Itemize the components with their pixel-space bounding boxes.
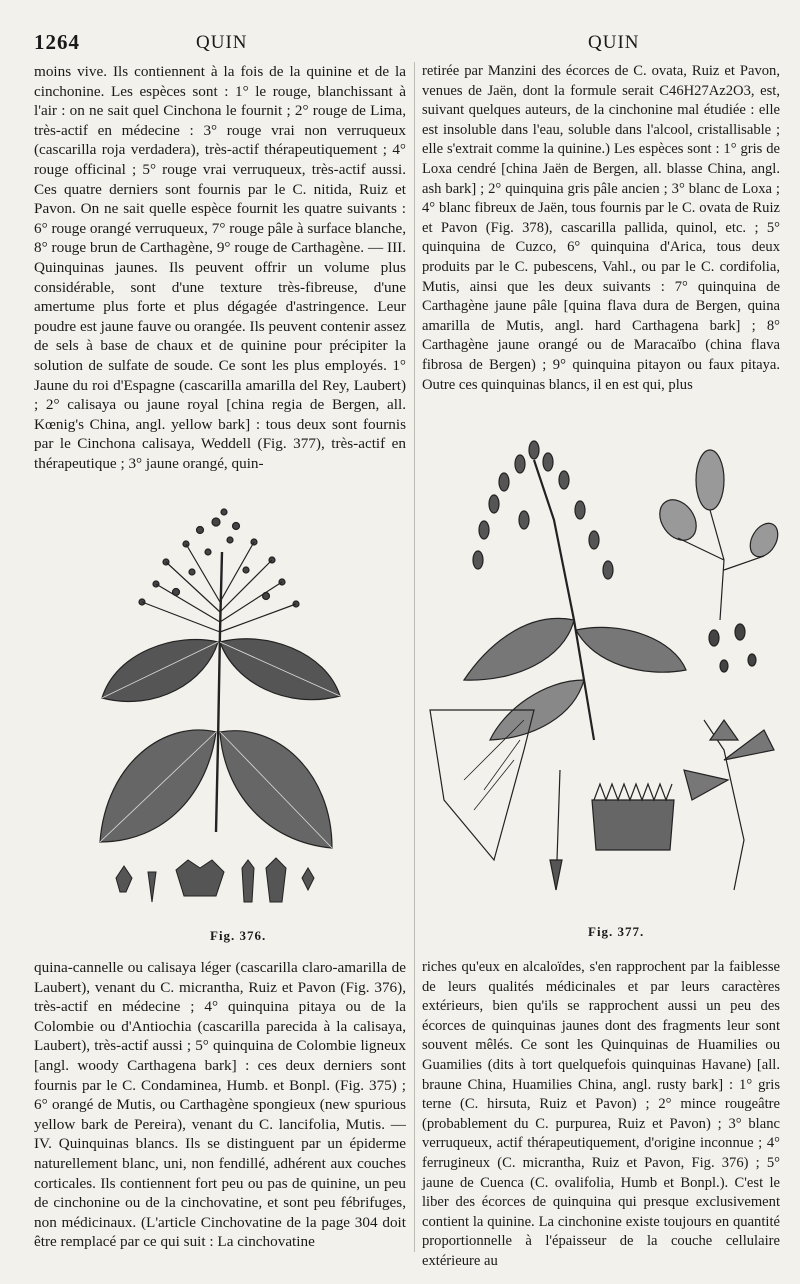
figure-377-caption: Fig. 377. bbox=[588, 924, 645, 939]
figure-376-caption: Fig. 376. bbox=[210, 928, 267, 943]
left-column-top-text bbox=[34, 62, 406, 492]
paragraph: quina-cannelle ou calisaya léger (cascarilla claro-amarilla de Laubert), venant du C. micrantha, Ruiz et Pavon (Fig. 376), très-actif en médecine ; 4° quinquina pitaya ou de la Colombie ou d'Antiochia (cascarilla parecida à la calisaya, Laubert), très-actif aussi ; 5° quinquina de Colombie ligneux [angl. woody Carthagena bark] : ces deux derniers sont fournis par le C. Condaminea, Humb. et Bonpl. (Fig. 375) ; 6° orangé de Mutis, ou Carthagène spongieux (new spurious yellow bark de Pereira), venant du C. lancifolia, Mutis. — IV. Quinquinas blancs. Ils se distinguent par un épiderme naturellement blanc, uni, non fendillé, adhérent aux couches corticales. Ils contiennent fort peu ou pas de quinine, un peu de cinchonine ou de la cinchovatine, et sont peu fébrifuges, non médicinaux. (L'article Cinchovatine de la page 304 doit être remplacé par ce qui suit : La cinchovatine bbox=[34, 959, 406, 1251]
figure-376-illustration bbox=[96, 492, 346, 920]
running-head-right: QUIN bbox=[588, 32, 640, 53]
running-head-left: QUIN bbox=[196, 32, 248, 53]
left-column-bottom-text bbox=[34, 958, 406, 1250]
right-column-top-text bbox=[422, 62, 780, 410]
page-number: 1264 bbox=[34, 30, 80, 54]
figure-377-illustration bbox=[424, 420, 796, 920]
right-column-bottom-text bbox=[422, 958, 780, 1269]
paragraph: retirée par Manzini des écorces de C. ovata, Ruiz et Pavon, venues de Jaën, dont la formule serait C46H27Az2O3, est, suivant quelques auteurs, de la cinchonine mal étudiée : elle est insoluble dans l'eau, soluble dans l'alcool, cristallisable ; elle s'extrait comme la quinine.) Les espèces sont : 1° gris de Loxa cendré [china Jaën de Bergen, all. blasse China, angl. ash bark] ; 2° quinquina gris pâle ancien ; 3° blanc de Loxa ; 4° blanc fibreux de Jaën, tous fournis par le C. ovata de Ruiz et Pavon (Fig. 378), cascarilla pallida, quinol, etc. ; 5° quinquina de Cuzco, 6° quinquina d'Arica, tous deux produits par le C. pubescens, Vahl., ou par le C. cordifolia, Mutis, ainsi que les deux suivants : 7° quinquina de Carthagène jaune pâle [quina flava dura de Bergen, quina amarilla de Mutis, angl. hard Carthagena bark] ; 8° Carthagène jaune orangé ou de Maracaïbo (china flava fibrosa de Bergen) ; 9° quinquina pitayon ou faux pitaya. Outre ces quinquinas blancs, il en est qui, plus bbox=[422, 63, 780, 393]
paragraph: moins vive. Ils contiennent à la fois de la quinine et de la cinchonine. Les espèces sont : 1° le rouge, blanchissant à l'air : on ne sait quel Cinchona le fournit ; 2° rouge de Lima, très-actif en médecine : 3° rouge vrai non verruqueux (cascarilla roja verdadera), très-actif thérapeutiquement ; 4° rouge officinal ; 5° rouge vrai verruqueux, très-actif aussi. Ces quatre derniers sont fournis par le C. nitida, Ruiz et Pavon. On ne sait quelle espèce fournit les quatre suivants : 6° rouge orangé verruqueux, 7° rouge pâle à surface blanche, 8° rouge brun de Carthagène, 9° rouge de Carthagène. — III. Quinquinas jaunes. Ils peuvent offrir un volume plus considérable, sont d'une texture très-fibreuse, d'une amertume plus forte et plus dégagée d'astringence. Leur poudre est jaune fauve ou orangée. Ils peuvent contenir assez de sels à base de chaux et de quinine pour précipiter la solution de sulfate de soude. Ce sont les plus employés. 1° Jaune du roi d'Espagne (cascarilla amarilla del Rey, Laubert) ; 2° calisaya ou jaune royal [china regia de Bergen, all. Kœnig's China, angl. yellow bark] : tous deux sont fournis par le Cinchona calisaya, Weddell (Fig. 377), très-actif en thérapeutique ; 3° jaune orangé, quin- bbox=[34, 63, 406, 472]
column-divider bbox=[414, 62, 415, 1252]
paragraph: riches qu'eux en alcaloïdes, s'en rapprochent par la faiblesse de leurs qualités médicinales et par leurs caractères extérieurs, bien qu'ils se rapprochent aussi un peu des écorces de quinquinas jaunes dont des fragments leur sont souvent mêlés. Ce sont les Quinquinas de Huamilies ou Guamilies (dits à tort quelquefois quinquinas Havane) [all. braune China, Huamilies China, angl. rusty bark] : 1° gris terne (C. hirsuta, Ruiz et Pavon) ; 2° mince rougeâtre (probablement du C. purpurea, Ruiz et Pavon) ; 3° blanc verruqueux, actif thérapeutiquement, d'origine inconnue ; 4° ferrugineux (C. micrantha, Ruiz et Pavon, Fig. 376) ; 5° jaune de Cuenca (C. ovalifolia, Humb et Bonpl.). C'est le liber des écorces de quinquina qui presque exclusivement contient la quinine. La cinchonine existe toujours en quantité proportionnelle à l'épaisseur de la couche cellulaire extérieure au bbox=[422, 959, 780, 1269]
